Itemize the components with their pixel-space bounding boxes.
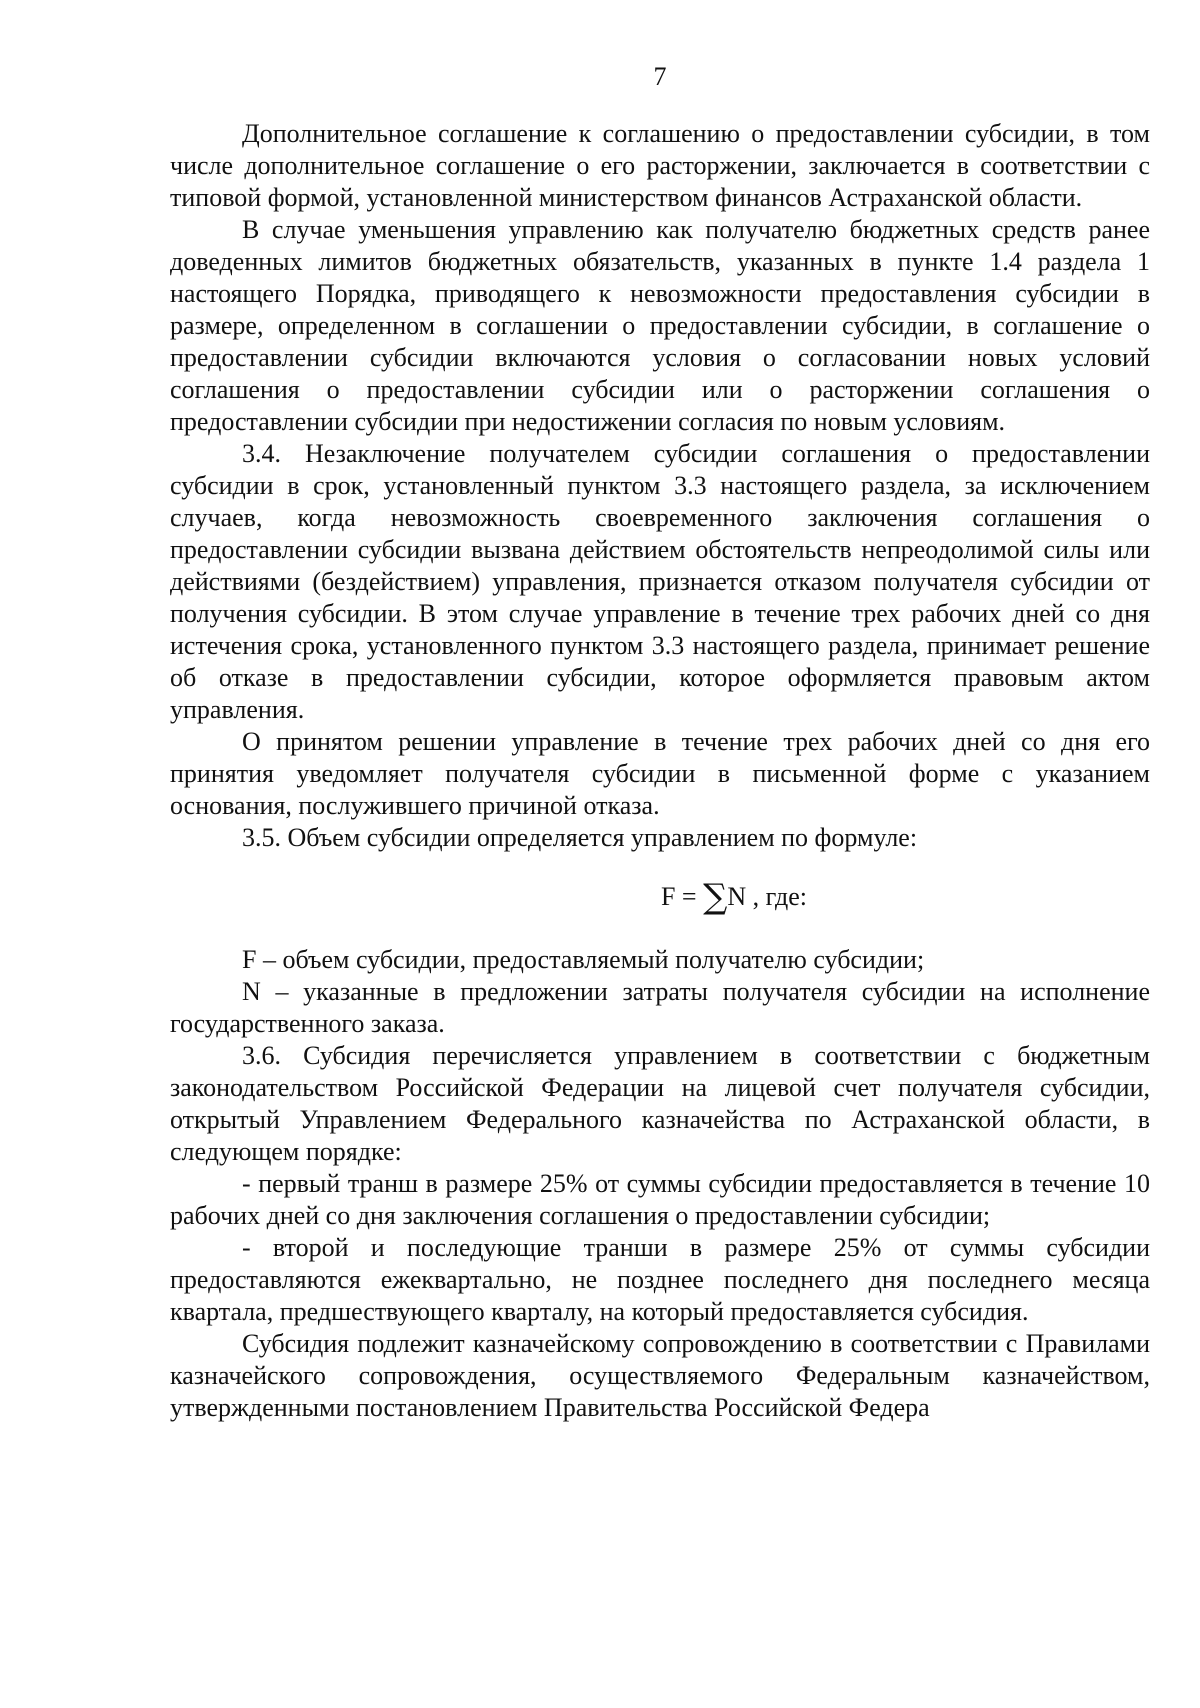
paragraph: 3.4. Незаключение получателем субсидии соглашения о предоставлении субсидии в срок, установленный пунктом 3.3 настоящего раздела, за исключением случаев, когда невозможность своевременного заключения соглашения о предоставлении субсидии вызвана действием обстоятельств непреодолимой силы или действиями (бездействием) управления, признается отказом получателя субсидии от получения субсидии. В этом случае управление в течение трех рабочих дней со дня истечения срока, установленного пунктом 3.3 настоящего раздела, принимает решение об отказе в предоставлении субсидии, которое оформляется правовым актом управления. bbox=[170, 439, 1150, 724]
paragraph: - первый транш в размере 25% от суммы субсидии предоставляется в течение 10 рабочих дней со дня заключения соглашения о предоставлении субсидии; bbox=[170, 1169, 1150, 1230]
paragraph: 3.5. Объем субсидии определяется управлением по формуле: bbox=[242, 823, 918, 852]
paragraph: N – указанные в предложении затраты получателя субсидии на исполнение государственного заказа. bbox=[170, 977, 1150, 1038]
paragraph: 3.6. Субсидия перечисляется управлением в соответствии с бюджетным законодательством Российской Федерации на лицевой счет получателя субсидии, открытый Управлением Федерального казначейства по Астраханской области, в следующем порядке: bbox=[170, 1041, 1150, 1166]
formula-lhs: F = bbox=[660, 882, 704, 911]
paragraph: О принятом решении управление в течение трех рабочих дней со дня его принятия уведомляет получателя субсидии в письменной форме с указанием основания, послужившего причиной отказа. bbox=[170, 727, 1150, 820]
paragraph: Дополнительное соглашение к соглашению о предоставлении субсидии, в том числе дополнительное соглашение о его расторжении, заключается в соответствии с типовой формой, установленной министерством финансов Астраханской области. bbox=[170, 119, 1150, 212]
formula-suffix: , где: bbox=[746, 882, 808, 911]
sigma-symbol: ∑ bbox=[703, 877, 728, 917]
paragraph: F – объем субсидии, предоставляемый получателю субсидии; bbox=[242, 945, 925, 974]
paragraph: Субсидия подлежит казначейскому сопровождению в соответствии с Правилами казначейского сопровождения, осуществляемого Федеральным казначейством, утвержденными постановлением Правительства Российской Федера bbox=[170, 1329, 1150, 1422]
paragraph: - второй и последующие транши в размере 25% от суммы субсидии предоставляются ежеквартально, не позднее последнего дня последнего месяца квартала, предшествующего кварталу, на который предоставляется субсидия. bbox=[170, 1233, 1150, 1326]
formula bbox=[170, 877, 1150, 917]
paragraph: В случае уменьшения управлению как получателю бюджетных средств ранее доведенных лимитов бюджетных обязательств, указанных в пункте 1.4 раздела 1 настоящего Порядка, приводящего к невозможности предоставления субсидии в размере, определенном в соглашении о предоставлении субсидии, в соглашение о предоставлении субсидии включаются условия о согласовании новых условий соглашения о предоставлении субсидии или о расторжении соглашения о предоставлении субсидии при недостижении согласия по новым условиям. bbox=[170, 215, 1150, 436]
page-number: 7 bbox=[653, 62, 667, 91]
formula-rhs: N bbox=[727, 882, 747, 911]
document-body bbox=[170, 118, 1150, 1424]
